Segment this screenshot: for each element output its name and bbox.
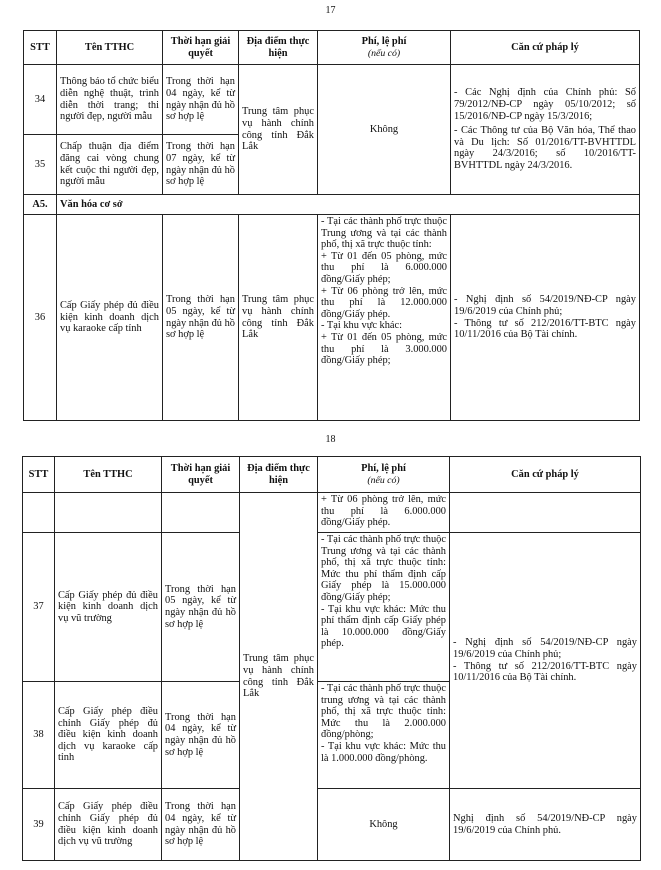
row-ten-tthc: Cấp Giấy phép đủ điều kiện kinh doanh dịch vụ vũ trường: [55, 533, 162, 682]
row-stt: 39: [23, 789, 55, 861]
header-thoi-han: Thời hạn giải quyết: [162, 457, 240, 493]
row-phi: - Tại các thành phố trực thuộc Trung ương và tại các thành phố, thị xã trực thuộc tỉnh: Mức thu phí thẩm định cấp Giấy phép là 15.000.000 đồng/Giấy phép; - Tại khu vực khác: Mức thu phí thẩm định cấp Giấy phép là 10.000.000 đồng/Giấy phép.: [318, 533, 450, 682]
header-phi-label: Phí, lệ phí: [361, 35, 407, 47]
header-can-cu: Căn cứ pháp lý: [451, 31, 640, 65]
header-phi-note: (nếu có): [367, 47, 401, 59]
page-number: 17: [325, 5, 336, 16]
row-stt: 36: [24, 215, 57, 421]
header-stt: STT: [24, 31, 57, 65]
row-stt: 35: [24, 135, 57, 195]
header-thoi-han: Thời hạn giải quyết: [163, 31, 239, 65]
header-stt: STT: [23, 457, 55, 493]
procedures-table-page-17: [23, 30, 640, 421]
table-row-continuation: [23, 493, 641, 533]
procedures-table-page-18: [22, 456, 641, 861]
row-ten-tthc: Thông báo tổ chức biểu diễn nghệ thuật, trình diễn thời trang; thi người đẹp, người mẫu: [57, 65, 163, 135]
row-phi: Không: [318, 65, 451, 195]
row-ten-tthc: [55, 493, 162, 533]
row-stt: 37: [23, 533, 55, 682]
can-cu-line: - Nghị định số 54/2019/NĐ-CP ngày 19/6/2019 của Chính phủ;: [454, 294, 636, 317]
table-header-row: [23, 457, 641, 493]
row-ten-tthc: Cấp Giấy phép điều chỉnh Giấy phép đủ điều kiện kinh doanh dịch vụ karaoke cấp tỉnh: [55, 682, 162, 789]
row-dia-diem: Trung tâm phục vụ hành chính công tỉnh Đắk Lắk: [239, 215, 318, 421]
row-phi: - Tại các thành phố trực thuộc Trung ương và tại các thành phố, thị xã trực thuộc tỉnh: + Từ 01 đến 05 phòng, mức thu phí là 6.000.000 đồng/Giấy phép; + Từ 06 phòng trở lên, mức thu phí là 12.000.000 đồng/Giấy phép. - Tại khu vực khác: + Từ 01 đến 05 phòng, mức thu phí là 3.000.000 đồng/Giấy phép;: [318, 215, 451, 421]
row-can-cu: [450, 493, 641, 533]
header-phi-note: (nếu có): [367, 474, 400, 486]
row-thoi-han: Trong thời hạn 05 ngày, kể từ ngày nhận đủ hồ sơ hợp lệ: [162, 533, 240, 682]
section-row: [24, 195, 640, 215]
page-number: 18: [325, 434, 336, 445]
row-dia-diem: Trung tâm phục vụ hành chính công tỉnh Đắk Lắk: [240, 493, 318, 861]
section-title: Văn hóa cơ sở: [57, 195, 640, 215]
header-phi: [318, 31, 451, 65]
row-stt: [23, 493, 55, 533]
can-cu-line: - Thông tư số 212/2016/TT-BTC ngày 10/11/2016 của Bộ Tài chính.: [454, 317, 636, 341]
row-stt: 38: [23, 682, 55, 789]
header-ten-tthc: Tên TTHC: [57, 31, 163, 65]
row-thoi-han: Trong thời hạn 04 ngày, kể từ ngày nhận đủ hồ sơ hợp lệ: [163, 65, 239, 135]
header-phi-label: Phí, lệ phí: [361, 462, 406, 474]
can-cu-line: - Các Nghị định của Chính phủ: Số 79/2012/NĐ-CP ngày 05/10/2012; số 15/2016/NĐ-CP ngày 15/3/2016;: [454, 87, 636, 122]
row-thoi-han: Trong thời hạn 05 ngày, kể từ ngày nhận đủ hồ sơ hợp lệ: [163, 215, 239, 421]
can-cu-line: - Nghị định số 54/2019/NĐ-CP ngày 19/6/2019 của Chính phủ;: [453, 637, 637, 660]
row-thoi-han: Trong thời hạn 07 ngày, kể từ ngày nhận đủ hồ sơ hợp lệ: [163, 135, 239, 195]
row-ten-tthc: Cấp Giấy phép đủ điều kiện kinh doanh dịch vụ karaoke cấp tỉnh: [57, 215, 163, 421]
row-can-cu: [451, 65, 640, 195]
header-dia-diem: Địa điểm thực hiện: [240, 457, 318, 493]
row-can-cu: [450, 533, 641, 789]
row-can-cu: Nghị định số 54/2019/NĐ-CP ngày 19/6/2019 của Chính phủ.: [450, 789, 641, 861]
header-can-cu: Căn cứ pháp lý: [450, 457, 641, 493]
row-ten-tthc: Chấp thuận địa điểm đăng cai vòng chung kết cuộc thi người đẹp, người mẫu: [57, 135, 163, 195]
table-row: [24, 65, 640, 135]
row-phi: + Từ 06 phòng trở lên, mức thu phí là 6.000.000 đồng/Giấy phép.: [318, 493, 450, 533]
can-cu-line: - Thông tư số 212/2016/TT-BTC ngày 10/11/2016 của Bộ Tài chính.: [453, 660, 637, 684]
header-dia-diem: Địa điểm thực hiện: [239, 31, 318, 65]
row-stt: 34: [24, 65, 57, 135]
row-dia-diem: Trung tâm phục vụ hành chính công tỉnh Đắk Lắk: [239, 65, 318, 195]
table-row: [23, 789, 641, 861]
row-can-cu: [451, 215, 640, 421]
table-row: [24, 215, 640, 421]
table-row: [23, 533, 641, 682]
table-header-row: [24, 31, 640, 65]
row-thoi-han: Trong thời hạn 04 ngày, kể từ ngày nhận đủ hồ sơ hợp lệ: [162, 789, 240, 861]
row-thoi-han: Trong thời hạn 04 ngày, kể từ ngày nhận đủ hồ sơ hợp lệ: [162, 682, 240, 789]
row-ten-tthc: Cấp Giấy phép điều chỉnh Giấy phép đủ điều kiện kinh doanh dịch vụ vũ trường: [55, 789, 162, 861]
section-code: A5.: [24, 195, 57, 215]
row-thoi-han: [162, 493, 240, 533]
header-phi: [318, 457, 450, 493]
row-phi: - Tại các thành phố trực thuộc trung ương và tại các thành phố, thị xã trực thuộc tỉnh: Mức thu là 2.000.000 đồng/phòng; - Tại khu vực khác: Mức thu là 1.000.000 đồng/phòng.: [318, 682, 450, 789]
row-phi: Không: [318, 789, 450, 861]
can-cu-line: - Các Thông tư của Bộ Văn hóa, Thể thao và Du lịch: Số 01/2016/TT-BVHTTDL ngày 24/3/2016; số 10/2016/TT-BVHTTDL ngày 24/3/2016.: [454, 125, 636, 171]
header-ten-tthc: Tên TTHC: [55, 457, 162, 493]
